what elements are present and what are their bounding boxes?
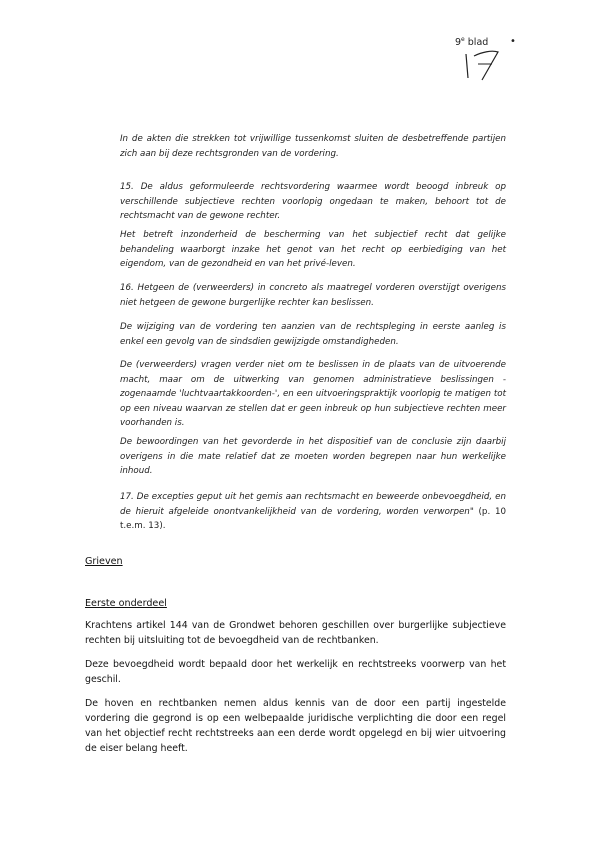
body-paragraph: De hoven en rechtbanken nemen aldus kennis van de door een partij ingestelde vordering die gegrond is op een welbepaalde juridische verplichting die door een regel van het objectief recht rechtstreeks aan een derde wordt opgelegd en bij wier uitvoering de eiser belang heeft.	[85, 698, 506, 754]
page-number-suffix: e	[461, 36, 465, 43]
quote-text: 17. De excepties geput uit het gemis aan rechtsmacht en beweerde onbevoegdheid, en de hieruit afgeleide onontvankelijkheid van de vordering, worden verworpen"	[120, 492, 506, 517]
quote-paragraph: In de akten die strekken tot vrijwillige tussenkomst sluiten de desbetreffende partijen zich aan bij deze rechtsgronden van de vordering.	[120, 134, 506, 159]
section-heading: Grieven	[85, 556, 123, 567]
body-paragraph: Krachtens artikel 144 van de Grondwet behoren geschillen over burgerlijke subjectieve rechten bij uitsluiting tot de bevoegdheid van de rechtbanken.	[85, 620, 506, 646]
quote-paragraph-last	[120, 490, 506, 534]
quote-paragraph: De (verweerders) vragen verder niet om te beslissen in de plaats van de uitvoerende macht, maar om de uitwerking van genomen administratieve beslissingen -zogenaamde 'luchtvaartakkoorden-', en een uitvoeringspraktijk voorlopig te matigen tot op een niveau waarvan ze stellen dat er geen inbreuk op hun subjectieve rechten meer voorhanden is.	[120, 360, 506, 428]
quote-paragraph: Het betreft inzonderheid de bescherming van het subjectief recht dat gelijke behandeling waarborgt inzake het genot van het recht op eerbiediging van het eigendom, van de gezondheid en van het privé-leven.	[120, 230, 506, 269]
quote-paragraph: De wijziging van de vordering ten aanzien van de rechtspleging in eerste aanleg is enkel een gevolg van de sindsdien gewijzigde omstandigheden.	[120, 322, 506, 347]
subsection-heading: Eerste onderdeel	[85, 598, 167, 609]
quote-paragraph: De bewoordingen van het gevorderde in het dispositief van de conclusie zijn daarbij overigens in die mate relatief dat ze moeten worden begrepen naar hun werkelijke inhoud.	[120, 437, 506, 476]
page-word: blad	[467, 37, 489, 49]
body-paragraph: Deze bevoegdheid wordt bepaald door het werkelijk en rechtstreeks voorwerp van het geschil.	[85, 659, 506, 685]
page-number-ordinal: 9	[455, 37, 462, 49]
quote-paragraph: 15. De aldus geformuleerde rechtsvordering waarmee wordt beoogd inbreuk op verschillende subjectieve rechten voorlopig ongedaan te maken, behoort tot de rechtsmacht van de gewone rechter.	[120, 182, 506, 221]
margin-mark: •	[510, 36, 516, 47]
handwritten-page-number	[462, 42, 504, 82]
quote-reference: (p. 10 t.e.m. 13).	[120, 506, 506, 531]
quote-paragraph: 16. Hetgeen de (verweerders) in concreto als maatregel vorderen overstijgt overigens niet hetgeen de gewone burgerlijke rechter kan beslissen.	[120, 283, 506, 308]
